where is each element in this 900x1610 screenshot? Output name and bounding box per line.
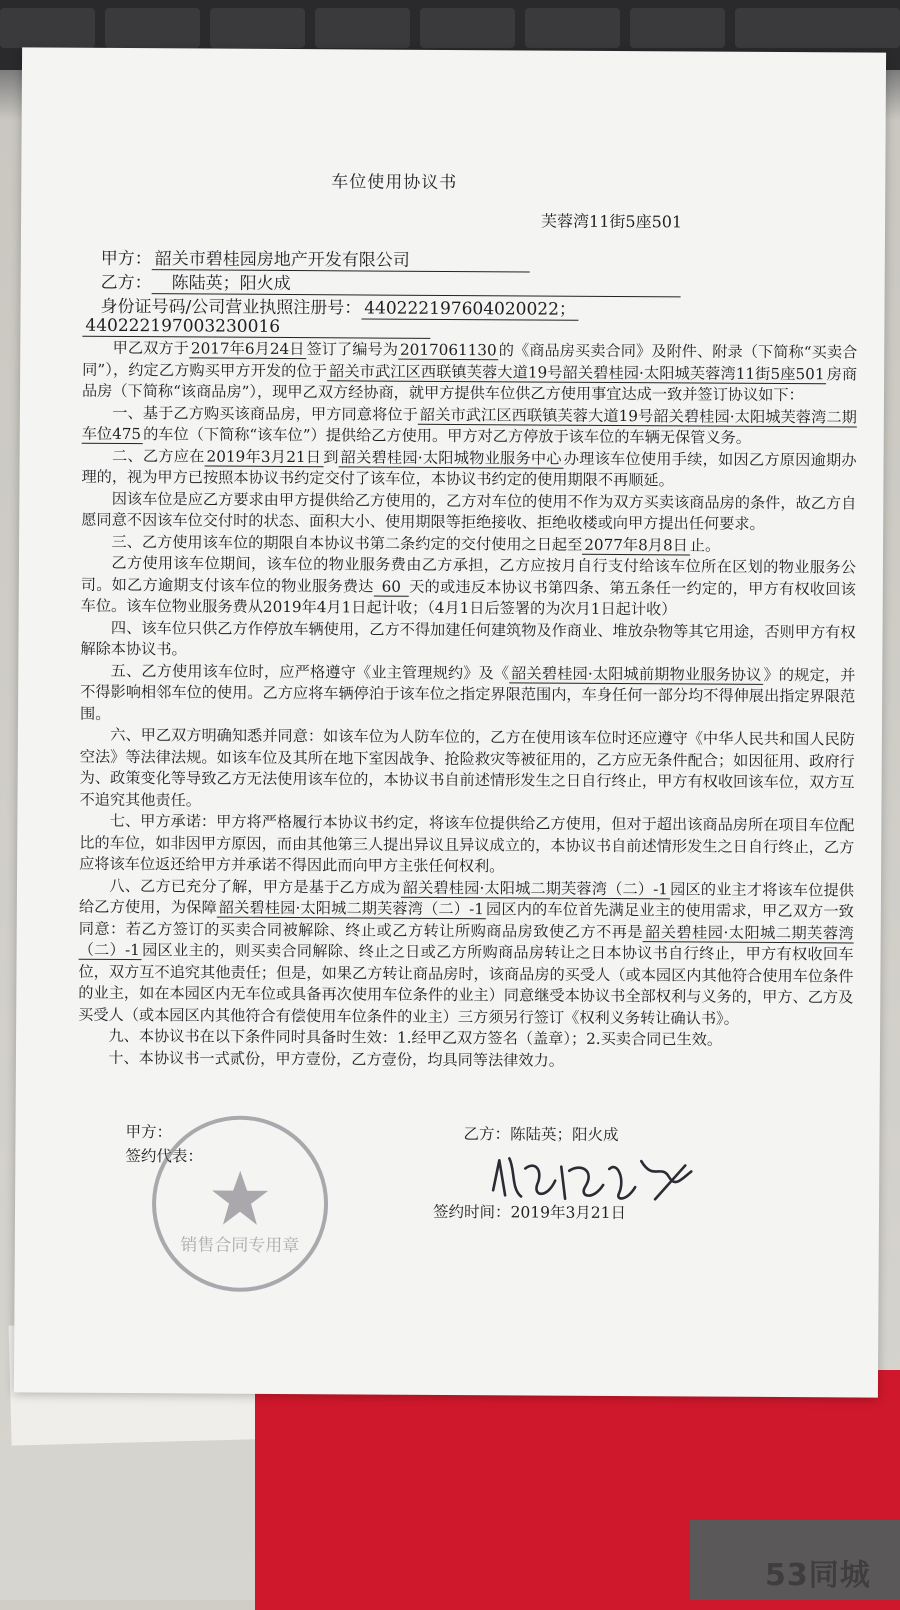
zone-1: 韶关碧桂园·太阳城二期芙蓉湾（二）-1 — [401, 878, 670, 899]
id-label: 身份证号码/公司营业执照注册号： — [100, 296, 362, 319]
clause-7: 七、甲方承诺：甲方将严格履行本协议书约定，将该车位提供给乙方使用，但对于超出该商品房所在项目车位配比的车位，如非因甲方原因，而由其他第三人提出异议且异议成立的，本协议书自前述情形发生之日自行终止，乙方应将该车位返还给甲方并承诺不得因此而向甲方主张任何权利。 — [79, 811, 855, 876]
property-location: 韶关市武江区西联镇芙蓉大道19号韶关碧桂园·太阳城芙蓉湾11街5座501 — [327, 362, 827, 384]
clause-2: 二、乙方应在 2019年3月21日 到 韶关碧桂园·太阳城物业服务中心 办理该车位使用手续，如因乙方原因逾期办理的，视为甲方已按照本协议书约定交付了该车位，本协议书约定的使用期限不再顺延。 — [81, 446, 857, 490]
agreement-page — [14, 47, 886, 1397]
keyboard-key — [735, 8, 900, 48]
overdue-days: 60 — [374, 577, 409, 596]
clause-3: 三、乙方使用该车位的期限自本协议书第二条约定的交付使用之日起至 2077年8月8日 止。 — [111, 532, 721, 555]
sign-representative-label: 签约代表： — [125, 1147, 203, 1166]
end-date: 2077年8月8日 — [582, 535, 690, 555]
contract-number: 2017061130 — [398, 341, 499, 361]
keyboard-key — [630, 8, 725, 48]
folder-brand-logo: 53同城 — [765, 1558, 871, 1593]
clause-8: 八、乙方已充分了解，甲方是基于乙方成为 韶关碧桂园·太阳城二期芙蓉湾（二）-1 园区的业主才将该车位提供给乙方使用，为保障 韶关碧桂园·太阳城二期芙蓉湾（二）-1 园区内的车位首先满足业主的使用需求，甲乙双方一致同意：若乙方签订的买卖合同被解除、终止或乙方转让所购商品房致使乙方不再是 韶关碧桂园·太阳城二期芙蓉湾（二）-1 园区业主的，则买卖合同解除、终止之日或乙方所购商品房转让之日本协议书自行终止，甲方有权收回车位，双方互不追究其他责任；但是，如果乙方转让商品房时，该商品房的买受人（或本园区内其他符合使用车位条件的业主，如在本园区内无车位或具备再次使用车位条件的业主）同意继受本协议书全部权利与义务的，甲方、乙方及买受人（或本园区内其他符合有偿使用车位条件的业主）三方须另行签订《权利义务转让确认书》。 — [78, 876, 855, 1028]
clause-4: 四、该车位只供乙方作停放车辆使用，乙方不得加建任何建筑物及作商业、堆放杂物等其它用途，否则甲方有权解除本协议书。 — [80, 618, 856, 659]
service-center: 韶关碧桂园·太阳城物业服务中心 — [339, 448, 564, 468]
keyboard-key — [420, 8, 515, 48]
property-address: 芙蓉湾11街5座501 — [541, 211, 683, 232]
sign-time-value: 2019年3月21日 — [510, 1203, 627, 1223]
zone-2: 韶关碧桂园·太阳城二期芙蓉湾（二）-1 — [217, 899, 486, 920]
clause-10: 十、本协议书一式贰份，甲方壹份，乙方壹份，均具同等法律效力。 — [108, 1048, 565, 1070]
clause-9: 九、本协议书在以下条件同时具备时生效：1.经甲乙双方签名（盖章）；2.买卖合同已生效。 — [108, 1026, 723, 1049]
clause-3-fees: 乙方使用该车位期间，该车位的物业服务费由乙方承担，乙方应按月自行支付给该车位所在区划的物业服务公司。如乙方逾期支付该车位的物业服务费达 60 天的或违反本协议书第四条、第五条任一约定的，甲方有权收回该车位。该车位物业服务费从2019年4月1日起计收；（4月1日后签署的为次月1日起计收） — [80, 553, 857, 619]
handover-date: 2019年3月21日 — [205, 447, 324, 467]
handwritten-signature — [485, 1140, 705, 1221]
contract-date: 2017年6月24日 — [189, 339, 307, 359]
document-title: 车位使用协议书 — [331, 172, 458, 194]
svg-text:销售合同专用章: 销售合同专用章 — [180, 1235, 300, 1257]
keyboard-key — [0, 8, 95, 48]
keyboard-key — [105, 8, 200, 48]
sign-time-label: 签约时间： — [432, 1202, 511, 1222]
party-a-value: 韶关市碧桂园房地产开发有限公司 — [152, 249, 530, 272]
party-b-label: 乙方： — [100, 272, 152, 294]
parking-location: 韶关市武江区西联镇芙蓉大道19号韶关碧桂园·太阳城芙蓉湾二期车位475 — [81, 405, 857, 444]
clause-5: 五、乙方使用该车位时，应严格遵守《业主管理规约》及《 韶关碧桂园·太阳城前期物业服务协议 》的规定，并不得影响相邻车位的使用。乙方应将车辆停泊于该车位之指定界限范围内，车身任何一部分均不得伸展出指定界限范围。 — [79, 661, 856, 723]
agreement-body — [78, 338, 857, 1074]
sign-party-a-label: 甲方： — [125, 1123, 173, 1142]
keyboard-key — [525, 8, 620, 48]
clause-1: 一、基于乙方购买该商品房，甲方同意将位于 韶关市武江区西联镇芙蓉大道19号韶关碧桂园·太阳城芙蓉湾二期车位475 的车位（下简称“该车位”）提供给乙方使用。甲方对乙方停放于该车位的车辆无保管义务。 — [81, 403, 857, 447]
keyboard-key — [315, 8, 410, 48]
company-seal — [144, 1108, 335, 1299]
service-agreement-name: 韶关碧桂园·太阳城前期物业服务协议 — [509, 664, 763, 685]
id-value-2: 440222197003230016 — [82, 316, 430, 339]
sign-party-b-label: 乙方： — [463, 1125, 511, 1144]
keyboard-key — [210, 8, 305, 48]
clause-6: 六、甲乙双方明确知悉并同意：如该车位为人防车位的，乙方在使用该车位时还应遵守《中华人民共和国人民防空法》等法律法规。如该车位及其所在地下室因战争、抢险救灾等被征用的，乙方应无条件配合；如因征用、政府行为、政策变化等导致乙方无法使用该车位的，本协议书自前述情形发生之日自行终止，甲方有权收回该车位，双方互不追究其他责任。 — [79, 725, 855, 809]
party-a-label: 甲方： — [100, 248, 152, 270]
party-b-value: 陈陆英；阳火成 — [152, 273, 681, 297]
id-value-1: 440222197604020022； — [361, 298, 579, 320]
zone-3: 韶关碧桂园·太阳城二期芙蓉湾（二）-1 — [78, 922, 854, 960]
clause-2-note: 因该车位是应乙方要求由甲方提供给乙方使用的，乙方对车位的使用不作为双方买卖该商品房的条件，故乙方自愿同意不因该车位交付时的状态、面积大小、使用期限等拒绝接收、拒绝收楼或向甲方提出任何要求。 — [81, 489, 857, 533]
sign-party-b-value: 陈陆英；阳火成 — [509, 1125, 619, 1145]
id-line-2 — [82, 316, 430, 338]
intro-paragraph: 甲乙双方于 2017年6月24日 签订了编号为 2017061130 的《商品房买卖合同》及附件、附录（下简称“买卖合同”），约定乙方购买甲方开发的位于 韶关市武江区西联镇芙蓉大道19号韶关碧桂园·太阳城芙蓉湾11街5座501 房商品房（下简称“该商品房”），现甲乙双方经协商，就甲方提供车位供乙方使用事宜达成一致并签订协议如下： — [81, 338, 858, 405]
